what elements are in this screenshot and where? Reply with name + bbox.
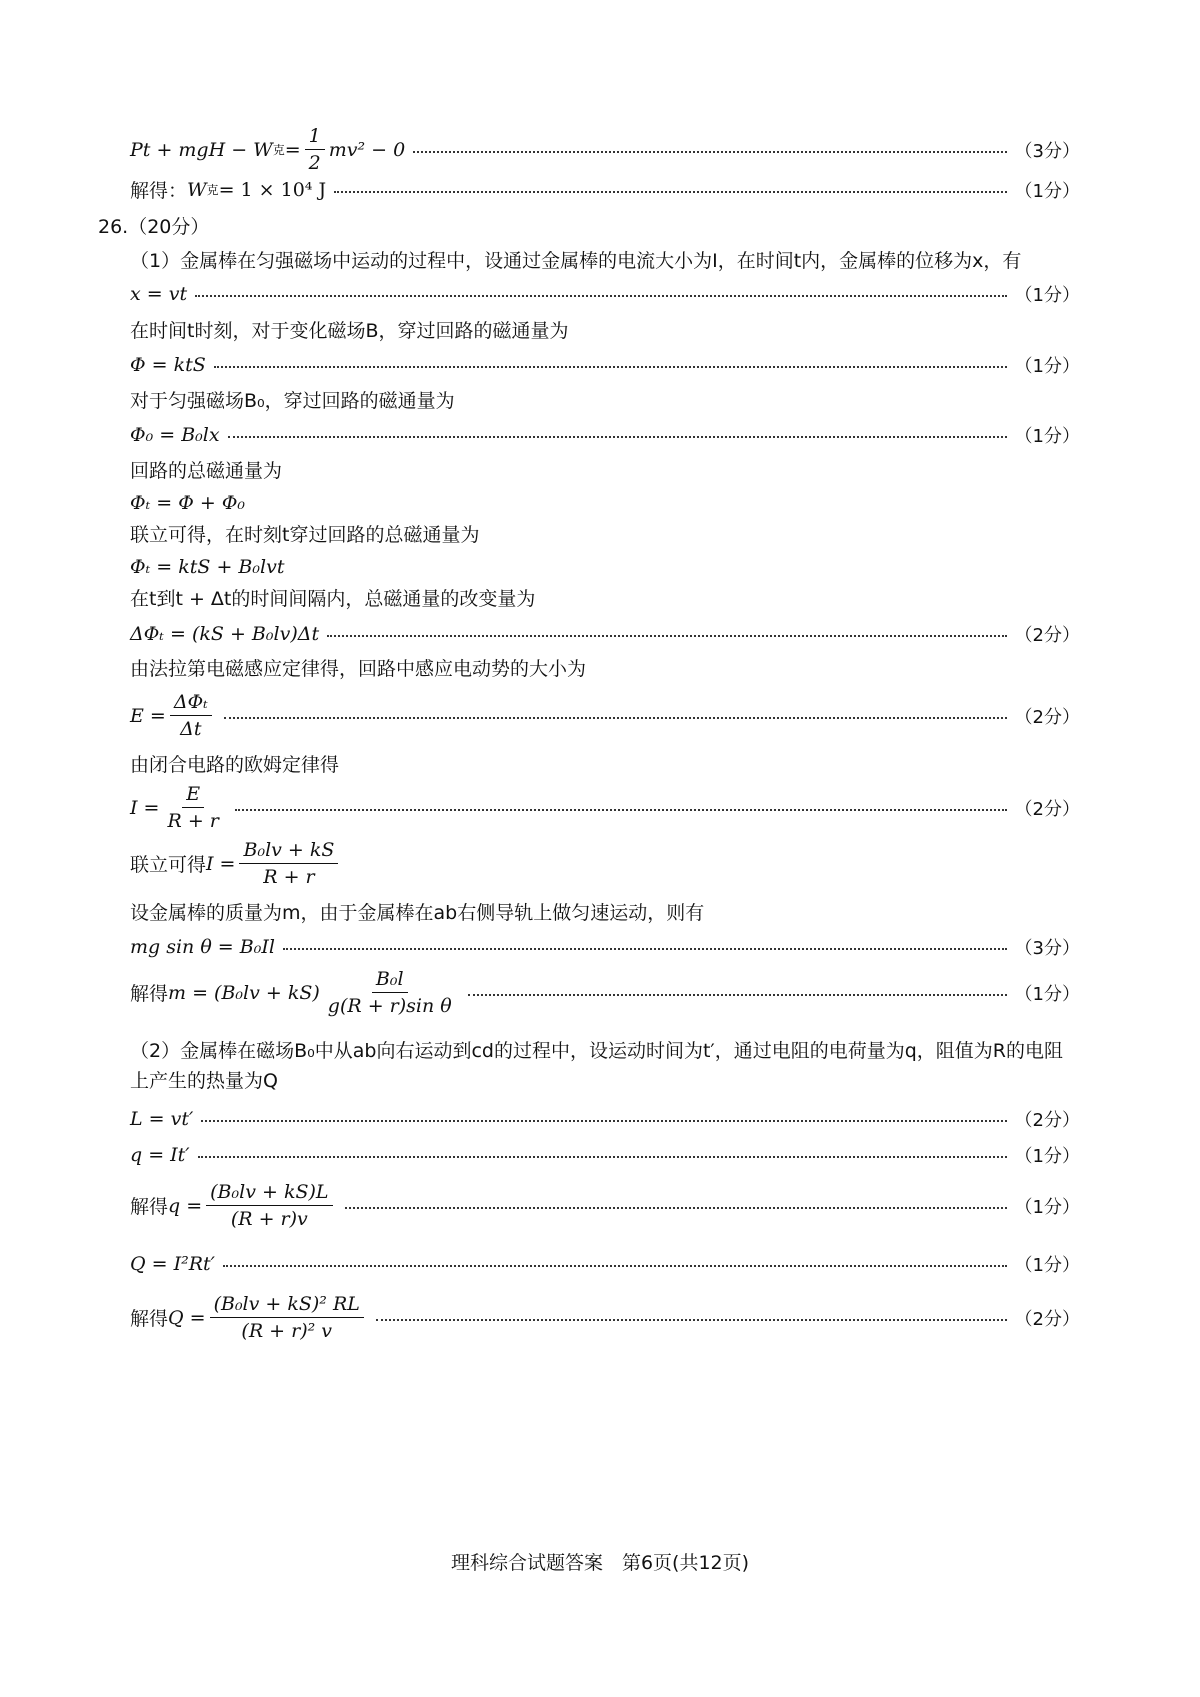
eq-lhs: Q = (168, 1306, 206, 1329)
fraction-num: B₀lv + kS (239, 838, 338, 864)
eq-part: = (284, 138, 301, 161)
fraction-den: g(R + r)sin θ (327, 995, 452, 1017)
part1-intro: （1）金属棒在匀强磁场中运动的过程中，设通过金属棒的电流大小为I，在时间t内，金属棒的位移为x，有 (130, 250, 1022, 272)
text-line: 回路的总磁通量为 (130, 460, 283, 482)
eq-part: = 1 × 10⁴ J (218, 178, 327, 201)
score-label: （3分） (1014, 140, 1080, 162)
equation-row (130, 1142, 1080, 1168)
equation: mg sin θ = B₀Il (130, 936, 275, 958)
eq-subscript: 克 (206, 183, 219, 197)
text-line: 在t到t + Δt的时间间隔内，总磁通量的改变量为 (130, 588, 536, 610)
question-number: 26.（20分） (98, 216, 210, 238)
equation: ΔΦₜ = (kS + B₀lv)Δt (130, 623, 320, 645)
eq-lhs: q = (168, 1194, 203, 1217)
equation-work (130, 176, 326, 203)
equation-row (130, 492, 1080, 514)
equation: Φ₀ = B₀lx (130, 424, 220, 446)
eq-prefix: 联立可得 (130, 854, 207, 876)
fraction (170, 690, 212, 741)
equation-row-current-combined (130, 838, 1080, 889)
fraction (206, 1180, 332, 1231)
equation (130, 838, 342, 889)
leader-dots (214, 366, 1007, 368)
equation-row-charge (130, 1180, 1080, 1231)
equation-row (130, 1106, 1080, 1132)
equation-row (130, 1251, 1080, 1277)
equation-row (130, 422, 1080, 448)
score-label: （2分） (1014, 798, 1080, 820)
text-line: 设金属棒的质量为m，由于金属棒在ab右侧导轨上做匀速运动，则有 (130, 902, 705, 924)
part2-intro: （2）金属棒在磁场B₀中从ab向右运动到cd的过程中，设运动时间为t′，通过电阻的电荷量为q，阻值为R的电阻上产生的热量为Q (130, 1040, 1063, 1092)
eq-lhs: m = (B₀lv + kS) (168, 981, 320, 1004)
equation-row (130, 281, 1080, 307)
text-line: 由法拉第电磁感应定律得，回路中感应电动势的大小为 (130, 658, 587, 680)
equation-row (130, 556, 1080, 578)
equation: q = It′ (130, 1144, 190, 1166)
page-footer: 理科综合试题答案 第6页(共12页) (450, 1552, 750, 1574)
fraction (324, 967, 456, 1018)
fraction-den: R + r (167, 810, 219, 832)
equation-row-current (130, 782, 1080, 833)
leader-dots (376, 1319, 1007, 1321)
fraction-num: B₀l (372, 967, 408, 993)
fraction-den: (R + r)v (230, 1208, 308, 1230)
fraction-den: (R + r)² v (241, 1320, 333, 1342)
eq-part: W (187, 178, 207, 201)
text-line: 在时间t时刻，对于变化磁场B，穿过回路的磁通量为 (130, 320, 569, 342)
equation-row-mass (130, 967, 1080, 1018)
leader-dots (198, 1156, 1007, 1158)
score-label: （1分） (1014, 1146, 1080, 1167)
score-label: （1分） (1014, 285, 1080, 306)
fraction (163, 782, 222, 833)
leader-dots (345, 1207, 1007, 1209)
score-label: （2分） (1014, 625, 1080, 646)
text-line: 对于匀强磁场B₀，穿过回路的磁通量为 (130, 390, 455, 412)
score-label: （2分） (1014, 1110, 1080, 1131)
text-line: 由闭合电路的欧姆定律得 (130, 754, 340, 776)
score-label: （1分） (1014, 180, 1080, 202)
eq-part: Pt + mgH − W (130, 138, 273, 161)
equation (130, 1180, 337, 1231)
equation: Q = I²Rt′ (130, 1253, 215, 1275)
equation (130, 1292, 368, 1343)
fraction-num: ΔΦₜ (170, 690, 212, 716)
eq-lhs: E = (130, 704, 166, 727)
fraction-num: 1 (305, 124, 325, 150)
fraction (210, 1292, 364, 1343)
fraction-num: (B₀lv + kS)² RL (210, 1292, 364, 1318)
score-label: （2分） (1014, 706, 1080, 728)
equation-row (130, 621, 1080, 647)
fraction-half (305, 124, 325, 175)
equation-row-emf (130, 690, 1080, 741)
fraction-num: (B₀lv + kS)L (206, 1180, 332, 1206)
eq-prefix: 解得 (130, 1196, 169, 1218)
score-label: （2分） (1014, 1308, 1080, 1330)
score-label: （1分） (1014, 983, 1080, 1005)
leader-dots (195, 295, 1006, 297)
equation-row-energy (130, 124, 1080, 175)
eq-part: mv² − 0 (328, 138, 406, 161)
leader-dots (235, 809, 1007, 811)
leader-dots (468, 994, 1007, 996)
fraction-den: 2 (308, 152, 321, 174)
equation-row-heat (130, 1292, 1080, 1343)
eq-prefix: 解得 (130, 1308, 169, 1330)
fraction-num: E (182, 782, 204, 808)
eq-lhs: I = (206, 852, 236, 875)
leader-dots (283, 948, 1007, 950)
score-label: （1分） (1014, 426, 1080, 447)
score-label: （1分） (1014, 1196, 1080, 1218)
score-label: （1分） (1014, 356, 1080, 377)
leader-dots (201, 1120, 1006, 1122)
equation (130, 782, 227, 833)
equation: Φₜ = ktS + B₀lvt (130, 556, 285, 578)
equation: Φ = ktS (130, 354, 206, 376)
leader-dots (228, 436, 1007, 438)
equation: x = vt (130, 283, 188, 305)
eq-prefix: 解得 (130, 983, 169, 1005)
text-line: 联立可得，在时刻t穿过回路的总磁通量为 (130, 524, 480, 546)
equation-row (130, 352, 1080, 378)
leader-dots (413, 151, 1006, 153)
equation-energy (130, 124, 405, 175)
fraction-den: R + r (263, 866, 315, 888)
equation: L = vt′ (130, 1108, 194, 1130)
eq-prefix: 解得： (130, 180, 188, 202)
eq-subscript: 克 (272, 143, 285, 157)
leader-dots (327, 635, 1006, 637)
leader-dots (223, 1265, 1007, 1267)
equation (130, 690, 216, 741)
equation: Φₜ = Φ + Φ₀ (130, 492, 246, 514)
eq-lhs: I = (130, 796, 160, 819)
score-label: （1分） (1014, 1255, 1080, 1276)
fraction-den: Δt (180, 718, 202, 740)
equation-row-work-result (130, 176, 1080, 203)
leader-dots (334, 191, 1006, 193)
equation-row (130, 934, 1080, 960)
leader-dots (224, 717, 1007, 719)
equation (130, 967, 460, 1018)
score-label: （3分） (1014, 938, 1080, 959)
fraction (239, 838, 338, 889)
